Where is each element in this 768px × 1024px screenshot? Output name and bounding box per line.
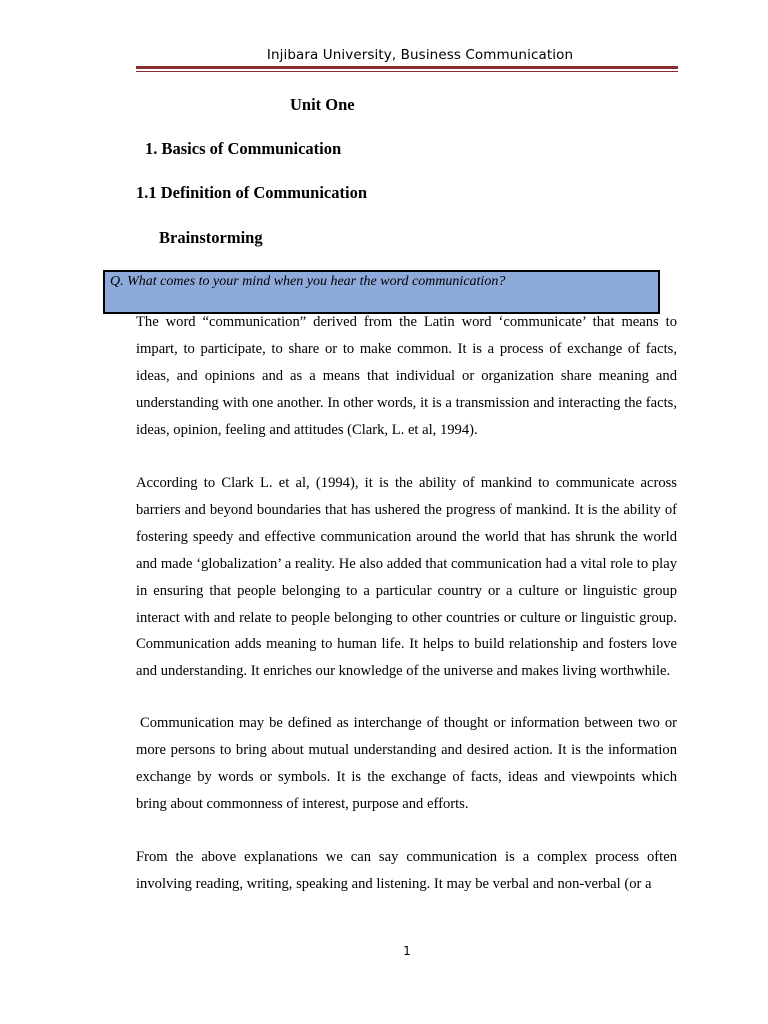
paragraph-clark: According to Clark L. et al, (1994), it is the ability of mankind to communicate across barriers and beyond boundaries that has ushered the progress of mankind. It is the ability of fostering speedy and effective communication around the world that has shrunk the world and made ‘globalization’ a reality. He also added that communication had a vital role to play in ensuring that people belonging to a particular country or a culture or linguistic group interact with and relate to people belonging to other countries or culture or linguistic group. Communication adds meaning to human life. It helps to build relationship and fosters love and understanding. It enriches our knowledge of the universe and makes living worthwhile. [136, 475, 677, 680]
section-heading: 1. Basics of Communication [145, 139, 342, 158]
question-text: Q. What comes to your mind when you hear the word communication? [110, 274, 506, 289]
question-box [103, 270, 660, 314]
page-number: 1 [403, 944, 411, 958]
unit-heading: Unit One [290, 95, 355, 114]
header-rule-thick [136, 66, 678, 69]
paragraph-interchange: Communication may be defined as interchange of thought or information between two or more persons to bring about mutual understanding and desired action. It is the information exchange by words or symbols. It is the exchange of facts, ideas and viewpoints which bring about commonness of interest, purpose and efforts. [136, 715, 677, 812]
paragraph-definition: The word “communication” derived from the Latin word ‘communicate’ that means to impart, to participate, to share or to make common. It is a process of exchange of facts, ideas, and opinions and as a means that individual or organization share meaning and understanding with one another. In other words, it is a transmission and interacting the facts, ideas, opinion, feeling and attitudes (Clark, L. et al, 1994). [136, 314, 677, 438]
header-rule-thin [136, 71, 678, 72]
activity-heading: Brainstorming [159, 228, 263, 247]
running-header: Injibara University, Business Communication [266, 47, 574, 63]
subsection-heading: 1.1 Definition of Communication [136, 183, 367, 202]
paragraph-conclusion: From the above explanations we can say communication is a complex process often involving reading, writing, speaking and listening. It may be verbal and non-verbal (or a [136, 849, 677, 892]
